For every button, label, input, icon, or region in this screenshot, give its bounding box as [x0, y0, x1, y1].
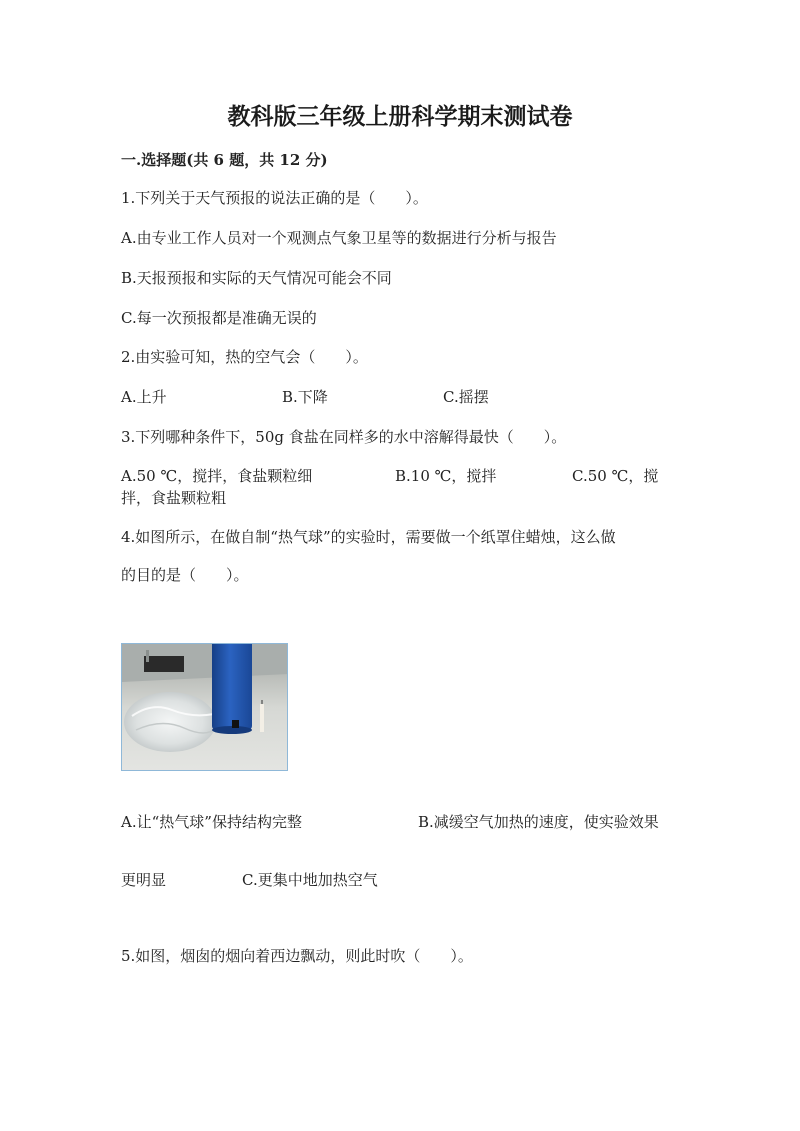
- question-1-option-b: B.天报预报和实际的天气情况可能会不同: [121, 269, 392, 287]
- question-3-option-c-line1: C.50 ℃，搅: [572, 467, 659, 485]
- question-5-stem: 5.如图，烟囱的烟向着西边飘动，则此时吹（ ）。: [121, 947, 473, 965]
- page-title: 教科版三年级上册科学期末测试卷: [227, 103, 573, 130]
- hot-air-balloon-photo: [121, 643, 288, 771]
- question-1-stem: 1.下列关于天气预报的说法正确的是（ ）。: [121, 189, 428, 207]
- question-3-option-a: A.50 ℃，搅拌，食盐颗粒细: [121, 467, 313, 485]
- question-4-stem-line1: 4.如图所示，在做自制“热气球”的实验时，需要做一个纸罩住蜡烛，这么做: [121, 528, 616, 546]
- question-3-stem: 3.下列哪种条件下，50g 食盐在同样多的水中溶解得最快（ ）。: [121, 428, 567, 446]
- question-4-option-b-line1: B.减缓空气加热的速度，使实验效果: [418, 813, 659, 831]
- question-4-option-a: A.让“热气球”保持结构完整: [121, 813, 302, 831]
- question-1-option-c: C.每一次预报都是准确无误的: [121, 309, 317, 327]
- question-3-option-b: B.10 ℃，搅拌: [395, 467, 497, 485]
- question-1-option-a: A.由专业工作人员对一个观测点气象卫星等的数据进行分析与报告: [121, 229, 557, 247]
- question-4-option-b-line2: 更明显: [121, 871, 167, 889]
- question-2-option-b: B.下降: [282, 388, 328, 406]
- question-2-option-a: A.上升: [121, 388, 167, 406]
- question-2-stem: 2.由实验可知，热的空气会（ ）。: [121, 348, 368, 366]
- section-heading: 一.选择题(共 6 题，共 12 分): [121, 151, 328, 169]
- question-2-option-c: C.摇摆: [443, 388, 489, 406]
- question-3-option-c-line2: 拌，食盐颗粒粗: [121, 489, 227, 507]
- question-4-option-c: C.更集中地加热空气: [242, 871, 378, 889]
- question-4-stem-line2: 的目的是（ ）。: [121, 566, 249, 584]
